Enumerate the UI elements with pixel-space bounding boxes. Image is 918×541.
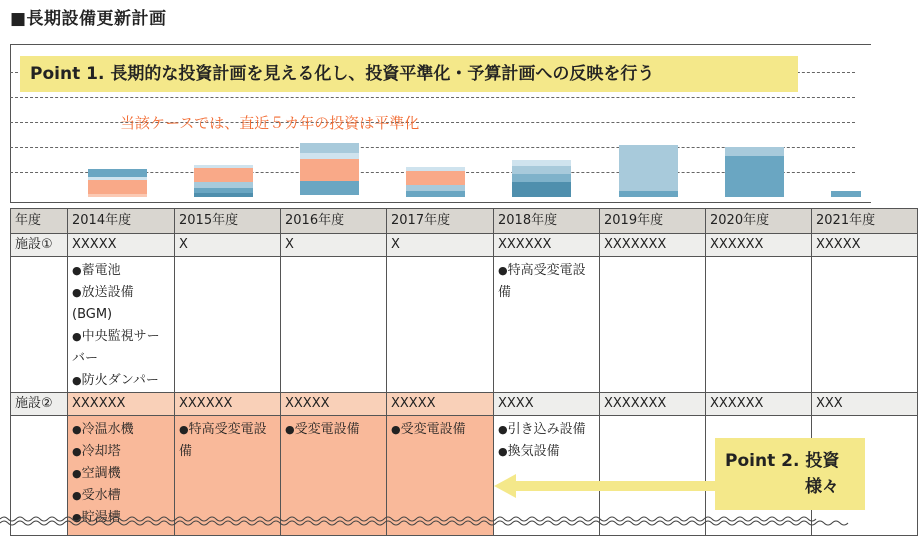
header-2017: 2017年度 — [387, 209, 494, 234]
table-cell: XXXXXX — [68, 393, 175, 416]
table-cell: XXXXX — [68, 234, 175, 257]
items-cell — [387, 257, 494, 393]
header-2021: 2021年度 — [812, 209, 918, 234]
equipment-list — [498, 257, 595, 304]
list-item: ● 冷却塔 — [72, 441, 170, 463]
table-cell: XXXX — [494, 393, 600, 416]
items-cell — [68, 257, 175, 393]
equipment-list — [72, 416, 170, 529]
point1-callout: Point 1. 長期的な投資計画を見える化し、投資平準化・予算計画への反映を行う — [20, 56, 798, 92]
list-item: ● 受変電設備 — [391, 419, 489, 441]
bar-2017 — [406, 167, 465, 197]
header-2018: 2018年度 — [494, 209, 600, 234]
table-cell: XXX — [812, 393, 918, 416]
facility1-label: 施設① — [11, 234, 68, 257]
bar-2019 — [619, 145, 678, 197]
list-item: ● 特高受変電設備 — [498, 260, 595, 304]
table-cell: XXXXXX — [494, 234, 600, 257]
point2-line2: 様々 — [805, 477, 839, 497]
list-item: ● 中央監視サーバー — [72, 326, 170, 370]
facility2-label: 施設② — [11, 393, 68, 416]
list-item: ● 空調機 — [72, 463, 170, 485]
torn-edge-divider — [0, 515, 851, 527]
facility1-items-row — [11, 257, 918, 393]
equipment-list — [498, 416, 595, 463]
facility1-cost-row — [11, 234, 918, 257]
list-item: ● 貯湯槽 — [72, 507, 170, 529]
header-2014: 2014年度 — [68, 209, 175, 234]
list-item: ● 受変電設備 — [285, 419, 382, 441]
table-cell: XXXXXX — [706, 393, 812, 416]
facility2-cost-row — [11, 393, 918, 416]
list-item: ● 防火ダンパー — [72, 370, 170, 392]
left-arrow-icon — [494, 474, 719, 498]
header-2015: 2015年度 — [175, 209, 281, 234]
bar-2020 — [725, 147, 784, 197]
list-item: ● 受水槽 — [72, 485, 170, 507]
table-cell: XXXXX — [387, 393, 494, 416]
table-cell: XXXXXX — [175, 393, 281, 416]
page-title: ■長期設備更新計画 — [10, 9, 167, 29]
equipment-list — [391, 416, 489, 441]
bar-2015 — [194, 165, 253, 197]
items-cell — [494, 257, 600, 393]
header-2020: 2020年度 — [706, 209, 812, 234]
table-cell: X — [175, 234, 281, 257]
equipment-list — [285, 416, 382, 441]
table-cell — [11, 257, 68, 393]
point2-line1: Point 2. 投資 — [725, 451, 840, 471]
list-item: ● 引き込み設備 — [498, 419, 595, 441]
header-year: 年度 — [11, 209, 68, 234]
grid-line — [10, 97, 855, 98]
equipment-list — [179, 416, 276, 463]
bar-2021 — [831, 191, 861, 197]
list-item: ● 冷温水機 — [72, 419, 170, 441]
items-cell — [281, 257, 387, 393]
table-cell: XXXXXXX — [600, 393, 706, 416]
leveling-note: 当該ケースでは、直近５カ年の投資は平準化 — [120, 114, 420, 132]
header-2019: 2019年度 — [600, 209, 706, 234]
bar-2014 — [88, 169, 147, 197]
equipment-list — [72, 257, 170, 392]
items-cell — [175, 257, 281, 393]
bar-2018 — [512, 160, 571, 197]
list-item: ● 放送設備(BGM) — [72, 282, 170, 326]
items-cell — [706, 257, 812, 393]
table-cell: XXXXXXX — [600, 234, 706, 257]
table-cell: X — [387, 234, 494, 257]
table-cell: X — [281, 234, 387, 257]
table-cell: XXXXX — [812, 234, 918, 257]
table-header-row — [11, 209, 918, 234]
table-cell: XXXXX — [281, 393, 387, 416]
items-cell — [600, 257, 706, 393]
header-2016: 2016年度 — [281, 209, 387, 234]
table-cell: XXXXXX — [706, 234, 812, 257]
list-item: ● 特高受変電設備 — [179, 419, 276, 463]
bar-2016 — [300, 143, 359, 197]
list-item: ● 換気設備 — [498, 441, 595, 463]
point2-callout — [715, 438, 865, 510]
list-item: ● 蓄電池 — [72, 260, 170, 282]
items-cell — [812, 257, 918, 393]
